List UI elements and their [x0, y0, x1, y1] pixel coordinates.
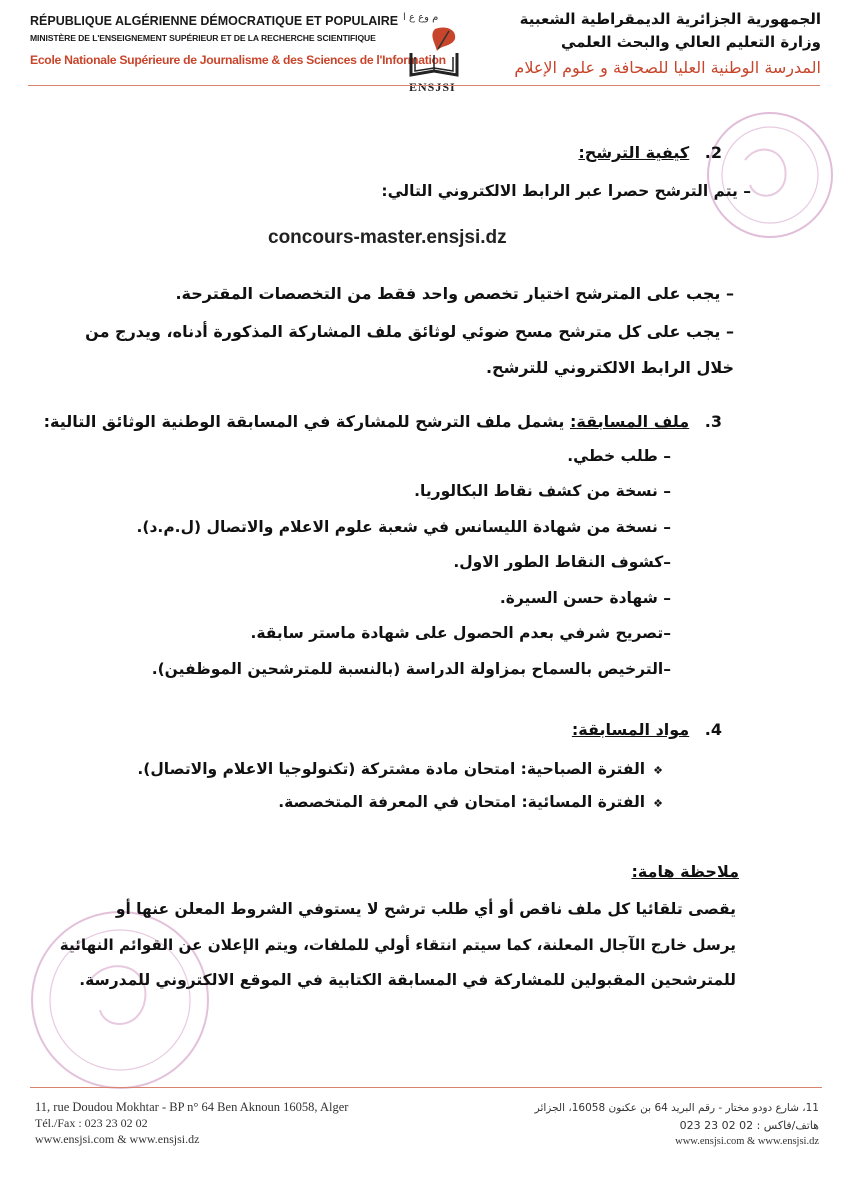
header-divider	[28, 85, 820, 86]
section3-item: –تصريح شرفي بعدم الحصول على شهادة ماستر سابقة.	[250, 624, 671, 642]
note-line1: يقصى تلقائيا كل ملف ناقص أو أي طلب ترشح لا يستوفي الشروط المعلن عنها أو	[115, 900, 736, 918]
section4-item-morning	[137, 760, 663, 778]
section3-item: –كشوف النقاط الطور الاول.	[453, 553, 671, 571]
section4-item-text: الفترة الصباحية: امتحان مادة مشتركة (تكنولوجيا الاعلام والاتصال).	[137, 760, 646, 778]
header-fr-school: Ecole Nationale Supérieure de Journalisme & des Sciences de l'Information	[30, 53, 446, 67]
logo-book-icon	[405, 25, 463, 79]
application-link[interactable]: concours-master.ensjsi.dz	[268, 227, 507, 248]
section2-bullet1: – يجب على المترشح اختيار تخصص واحد فقط من التخصصات المقترحة.	[175, 284, 734, 303]
section3-heading	[44, 412, 722, 431]
header-fr-republic: RÉPUBLIQUE ALGÉRIENNE DÉMOCRATIQUE ET POPULAIRE	[30, 14, 399, 28]
section3-item: – شهادة حسن السيرة.	[499, 589, 671, 607]
note-line3: للمترشحين المقبولين للمشاركة في المسابقة الكتابية في الموقع الالكتروني للمدرسة.	[79, 971, 736, 989]
section4-title: مواد المسابقة:	[571, 720, 690, 739]
section2-line1: – يتم الترشح حصرا عبر الرابط الالكتروني التالي:	[381, 182, 751, 200]
header-fr-ministry: MINISTÈRE DE L'ENSEIGNEMENT SUPÉRIEUR ET DE LA RECHERCHE SCIENTIFIQUE	[30, 33, 376, 43]
note-title: ملاحظة هامة:	[631, 862, 739, 881]
footer-ar-phone: هاتف/فاكس : 02 02 23 023	[679, 1119, 819, 1132]
logo-text: ENSJSI	[409, 80, 456, 94]
section2-heading	[578, 143, 722, 162]
header-ar-republic: الجمهورية الجزائرية الديمقراطية الشعبية	[519, 10, 821, 28]
section3-title: ملف المسابقة:	[570, 412, 690, 431]
section2-title: كيفية الترشح:	[578, 143, 690, 162]
footer-fr-web[interactable]: www.ensjsi.com & www.ensjsi.dz	[35, 1132, 200, 1146]
section3-item: – نسخة من شهادة الليسانس في شعبة علوم الاعلام والاتصال (ل.م.د).	[136, 518, 671, 536]
official-stamp-top	[690, 100, 840, 250]
section4-item-evening	[278, 793, 663, 811]
school-logo	[395, 10, 473, 92]
diamond-bullet-icon: ❖	[653, 764, 663, 777]
footer-fr-phone: Tél./Fax : 023 23 02 02	[35, 1116, 148, 1130]
logo-tagline: م وع ع ا	[403, 12, 439, 23]
footer-ar-address: 11، شارع دودو مختار - رقم البريد 64 بن عكنون 16058، الجزائر	[534, 1102, 819, 1114]
section2-bullet2-line2: خلال الرابط الالكتروني للترشح.	[485, 358, 734, 377]
footer-fr-address: 11, rue Doudou Mokhtar - BP n° 64 Ben Aknoun 16058, Alger	[35, 1100, 349, 1114]
section4-heading	[572, 720, 722, 739]
section3-item: – طلب خطي.	[567, 447, 671, 465]
section2-number: 2.	[704, 143, 722, 162]
diamond-bullet-icon: ❖	[653, 797, 663, 810]
section4-item-text: الفترة المسائية: امتحان في المعرفة المتخصصة.	[278, 793, 646, 811]
section4-number: 4.	[704, 720, 722, 739]
section2-bullet2-line1: – يجب على كل مترشح مسح ضوئي لوثائق ملف المشاركة المذكورة أدناه، ويدرج من	[85, 322, 734, 341]
section3-item: –الترخيص بالسماح بمزاولة الدراسة (بالنسبة للمترشحين الموظفين).	[151, 660, 671, 678]
footer-divider	[30, 1087, 822, 1088]
header-ar-school: المدرسة الوطنية العليا للصحافة و علوم الإعلام	[514, 58, 821, 77]
header-ar-ministry: وزارة التعليم العالي والبحث العلمي	[560, 33, 821, 51]
section3-intro: يشمل ملف الترشح للمشاركة في المسابقة الوطنية الوثائق التالية:	[43, 412, 570, 431]
note-line2: يرسل خارج الآجال المعلنة، كما سيتم انتقاء أولي للملفات، ويتم الإعلان عن القوائم النهائية	[59, 936, 736, 954]
section3-item: – نسخة من كشف نقاط البكالوريا.	[414, 482, 671, 500]
footer-ar-web[interactable]: www.ensjsi.com & www.ensjsi.dz	[675, 1136, 819, 1147]
section3-number: 3.	[704, 412, 722, 431]
official-stamp-bottom	[20, 900, 220, 1100]
